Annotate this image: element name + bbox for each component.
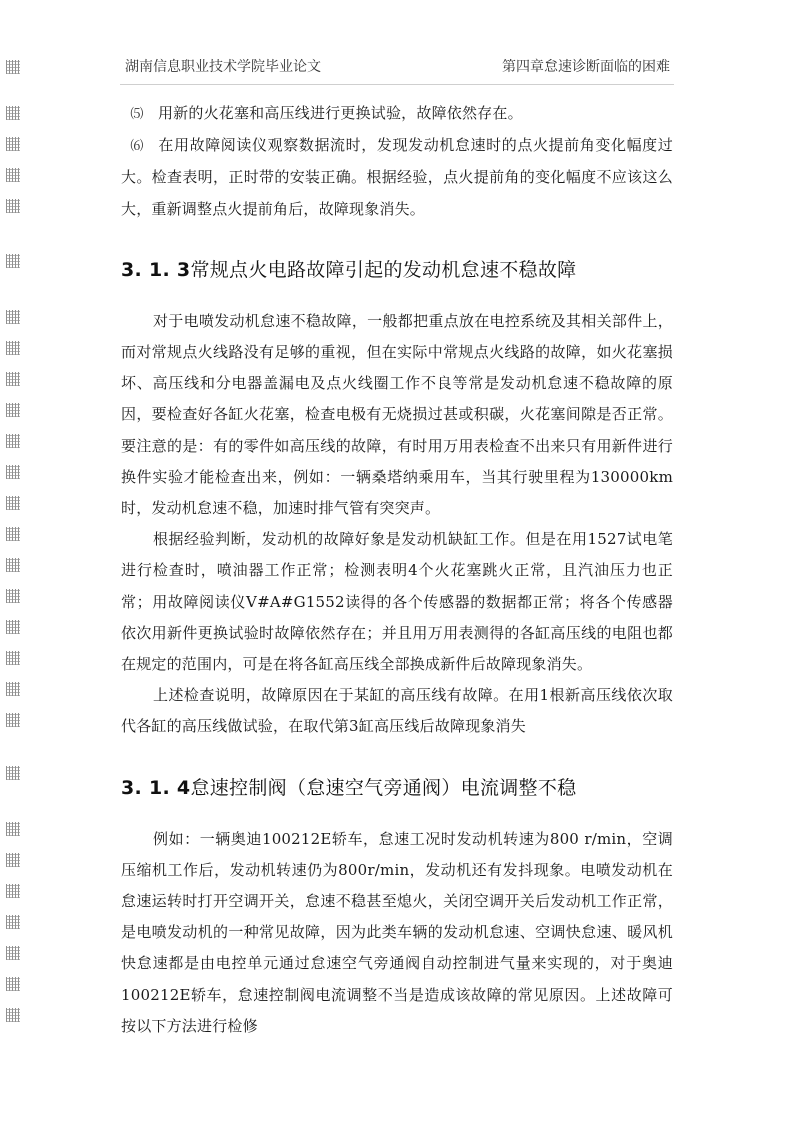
- scan-artifact-mark: [6, 558, 20, 572]
- scan-artifact-mark: [6, 465, 20, 479]
- body-paragraph: 例如：一辆奥迪100212E轿车，怠速工况时发动机转速为800 r/min，空调压缩机工作后，发动机转速仍为800r/min，发动机还有发抖现象。电喷发动机在怠速运转时打开空调开关，怠速不稳甚至熄火，关闭空调开关后发动机工作正常，是电喷发动机的一种常见故障，因为此类车辆的发动机怠速、空调快怠速、暖风机快怠速都是由电控单元通过怠速空气旁通阀自动控制进气量来实现的，对于奥迪100212E轿车，怠速控制阀电流调整不当是造成该故障的常见原因。上述故障可按以下方法进行检修: [121, 829, 673, 1035]
- body-paragraph: 对于电喷发动机怠速不稳故障，一般都把重点放在电控系统及其相关部件上，而对常规点火线路没有足够的重视，但在实际中常规点火线路的故障，如火花塞损坏、高压线和分电器盖漏电及点火线圈工作不良等常是发动机怠速不稳故障的原因，要检查好各缸火花塞，检查电极有无烧损过甚或积碳，火花塞间隙是否正常。要注意的是：有的零件如高压线的故障，有时用万用表检查不出来只有用新件进行换件实验才能检查出来，例如：一辆桑塔纳乘用车，当其行驶里程为130000km时，发动机怠速不稳，加速时排气管有突突声。: [121, 311, 673, 518]
- list-item: [121, 98, 673, 130]
- scan-artifact-mark: [6, 853, 20, 867]
- scan-artifact-mark: [6, 766, 20, 780]
- section-title: 怠速控制阀（怠速空气旁通阀）电流调整不稳: [190, 776, 577, 799]
- scan-artifact-mark: [6, 341, 20, 355]
- scan-artifact-mark: [6, 199, 20, 213]
- document-body: [121, 98, 673, 1042]
- page-header: [0, 56, 794, 82]
- scan-artifact-mark: [6, 915, 20, 929]
- scan-artifact-mark: [6, 589, 20, 603]
- scan-artifact-mark: [6, 310, 20, 324]
- scan-artifact-mark: [6, 713, 20, 727]
- section-number: 3. 1. 4: [121, 776, 191, 799]
- list-item-number: ⑹: [130, 139, 144, 155]
- scan-artifact-mark: [6, 620, 20, 634]
- scan-artifact-mark: [6, 106, 20, 120]
- section-heading-3-1-3: [121, 255, 673, 282]
- scan-artifact-mark: [6, 168, 20, 182]
- scan-artifact-mark: [6, 977, 20, 991]
- list-item: [121, 130, 673, 225]
- body-paragraph: 根据经验判断，发动机的故障好象是发动机缺缸工作。但是在用1527试电笔进行检查时，喷油器工作正常；检测表明4个火花塞跳火正常，且汽油压力也正常；用故障阅读仪V#A#G1552读得的各个传感器的数据都正常；将各个传感器依次用新件更换试验时故障依然存在；并且用万用表测得的各缸高压线的电阻也都在规定的范围内，可是在将各缸高压线全部换成新件后故障现象消失。: [121, 530, 673, 674]
- scan-artifact-mark: [6, 137, 20, 151]
- scan-artifact-mark: [6, 682, 20, 696]
- scan-artifact-mark: [6, 496, 20, 510]
- body-paragraph: 上述检查说明，故障原因在于某缸的高压线有故障。在用1根新高压线依次取代各缸的高压线做试验，在取代第3缸高压线后故障现象消失: [121, 686, 673, 736]
- scan-artifact-mark: [6, 434, 20, 448]
- scan-artifact-mark: [6, 1008, 20, 1022]
- scan-artifact-mark: [6, 254, 20, 268]
- scan-artifact-mark: [6, 403, 20, 417]
- list-item-text: 在用故障阅读仪观察数据流时，发现发动机怠速时的点火提前角变化幅度过大。检查表明，正时带的安装正确。根据经验，点火提前角的变化幅度不应该这么大，重新调整点火提前角后，故障现象消失。: [121, 136, 673, 218]
- scan-artifact-mark: [6, 946, 20, 960]
- list-item-number: ⑸: [130, 107, 144, 122]
- scan-artifact-mark: [6, 884, 20, 898]
- header-chapter-title: 第四章怠速诊断面临的困难: [502, 59, 670, 75]
- scan-artifact-mark: [6, 60, 20, 74]
- header-school-name: 湖南信息职业技术学院毕业论文: [125, 59, 321, 75]
- section-heading-3-1-4: [121, 773, 673, 800]
- scan-artifact-mark: [6, 822, 20, 836]
- section-title: 常规点火电路故障引起的发动机怠速不稳故障: [190, 258, 577, 281]
- scan-artifact-mark: [6, 527, 20, 541]
- header-divider: [120, 84, 674, 85]
- list-item-text: 用新的火花塞和高压线进行更换试验，故障依然存在。: [157, 104, 523, 122]
- section-number: 3. 1. 3: [121, 258, 191, 281]
- scan-artifact-mark: [6, 651, 20, 665]
- scan-artifact-mark: [6, 372, 20, 386]
